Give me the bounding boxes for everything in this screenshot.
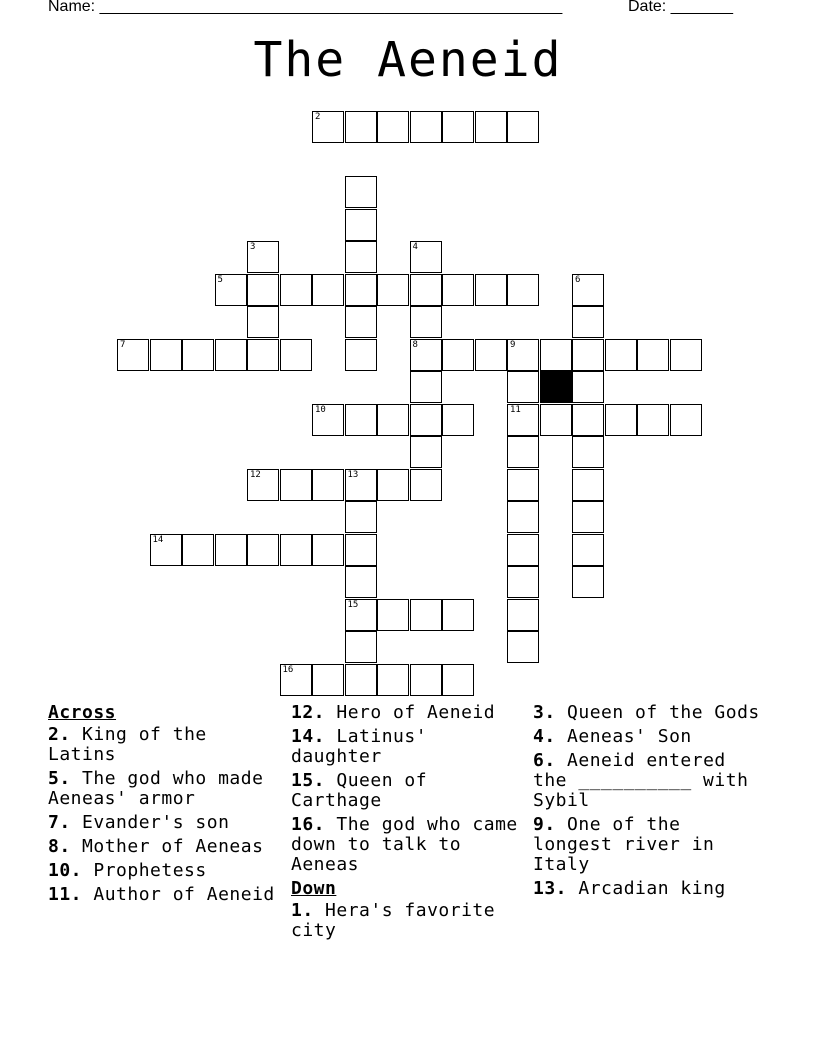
crossword-cell[interactable] [377,404,409,436]
clue-text: Author of Aeneid [93,884,275,905]
clue-column-2 [291,703,529,945]
blocked-cell [540,371,572,403]
crossword-cell[interactable] [247,339,279,371]
clue-number: 12. [291,702,326,723]
clue-number: 15. [291,770,326,791]
crossword-cell[interactable] [280,534,312,566]
cell-number: 9 [510,339,516,350]
crossword-cell[interactable] [345,664,377,696]
crossword-cell[interactable] [345,241,377,273]
clue-number: 6. [533,750,556,771]
across-clue [48,769,284,809]
clue-number: 7. [48,812,71,833]
across-heading: Across [48,702,117,723]
crossword-cell[interactable] [572,274,604,306]
clue-number: 2. [48,724,71,745]
crossword-cell[interactable] [410,111,442,143]
crossword-cell[interactable] [475,111,507,143]
crossword-cell[interactable] [312,534,344,566]
cell-number: 4 [412,242,418,252]
down-heading: Down [291,878,337,899]
clue-number: 10. [48,860,83,881]
across-clue [48,725,284,765]
across-clue [291,815,529,875]
clue-text: Hera's favorite city [291,900,496,941]
clue-text: Mother of Aeneas [82,836,264,857]
clue-number: 14. [291,726,326,747]
crossword-cell[interactable] [572,501,604,533]
crossword-cell[interactable] [247,241,279,273]
crossword-cell[interactable] [507,469,539,501]
crossword-cell[interactable] [442,664,474,696]
date-label: Date: _______ [628,0,733,15]
clue-number: 5. [48,768,71,789]
crossword-cell[interactable] [280,664,312,696]
clue-text: The god who made Aeneas' armor [48,768,264,809]
crossword-cell[interactable] [247,274,279,306]
cell-number: 11 [510,404,521,415]
crossword-cell[interactable] [215,274,247,306]
crossword-cell[interactable] [572,371,604,403]
clue-text: Aeneid entered the __________ with Sybil [533,750,749,811]
clue-text: Arcadian king [578,878,726,899]
crossword-cell[interactable] [410,339,442,371]
crossword-cell[interactable] [312,469,344,501]
cell-number: 8 [412,339,418,350]
crossword-cell[interactable] [442,404,474,436]
crossword-cell[interactable] [345,306,377,338]
crossword-cell[interactable] [670,339,702,371]
crossword-cell[interactable] [572,534,604,566]
crossword-cell[interactable] [475,339,507,371]
down-clue [291,901,529,941]
crossword-cell[interactable] [507,501,539,533]
crossword-cell[interactable] [475,274,507,306]
crossword-cell[interactable] [540,404,572,436]
clue-number: 9. [533,814,556,835]
crossword-cell[interactable] [377,274,409,306]
crossword-cell[interactable] [572,436,604,468]
cell-number: 14 [152,534,164,545]
clue-text: Aeneas' Son [567,726,692,747]
cell-number: 16 [282,664,294,675]
cell-number: 13 [347,469,359,480]
clue-text: Hero of Aeneid [336,702,496,723]
crossword-cell[interactable] [605,404,637,436]
crossword-cell[interactable] [670,404,702,436]
crossword-cell[interactable] [377,664,409,696]
crossword-cell[interactable] [410,306,442,338]
crossword-cell[interactable] [410,436,442,468]
clue-text: Evander's son [82,812,230,833]
clue-column-3 [533,703,763,903]
cell-number: 5 [217,274,223,285]
crossword-cell[interactable] [507,274,539,306]
crossword-cell[interactable] [637,404,669,436]
crossword-cell[interactable] [150,339,182,371]
crossword-cell[interactable] [410,599,442,631]
clue-text: One of the longest river in Italy [533,814,715,875]
clue-text: Latinus' daughter [291,726,428,767]
crossword-cell[interactable] [442,599,474,631]
crossword-cell[interactable] [345,501,377,533]
crossword-cell[interactable] [312,404,344,436]
crossword-cell[interactable] [377,599,409,631]
crossword-cell[interactable] [572,404,604,436]
crossword-cell[interactable] [507,111,539,143]
crossword-cell[interactable] [182,339,214,371]
crossword-cell[interactable] [345,209,377,241]
crossword-cell[interactable] [345,111,377,143]
name-label: Name: ____________________________________________________ [48,0,563,15]
clue-number: 8. [48,836,71,857]
down-clue [533,815,763,875]
clue-text: Queen of Carthage [291,770,428,811]
crossword-cell[interactable] [345,534,377,566]
crossword-cell[interactable] [410,404,442,436]
crossword-cell[interactable] [572,469,604,501]
crossword-cell[interactable] [377,469,409,501]
cell-number: 3 [250,242,256,252]
across-clue [48,813,284,833]
crossword-cell[interactable] [507,371,539,403]
crossword-cell[interactable] [410,469,442,501]
clue-number: 13. [533,878,568,899]
crossword-cell[interactable] [345,631,377,663]
crossword-cell[interactable] [247,469,279,501]
crossword-cell[interactable] [507,534,539,566]
crossword-cell[interactable] [345,274,377,306]
crossword-cell[interactable] [215,339,247,371]
crossword-cell[interactable] [410,241,442,273]
crossword-cell[interactable] [280,274,312,306]
clue-number: 3. [533,702,556,723]
clue-number: 11. [48,884,83,905]
page-title: The Aeneid [253,32,563,88]
down-clue [533,751,763,811]
crossword-cell[interactable] [507,599,539,631]
crossword-cell[interactable] [312,111,344,143]
crossword-cell[interactable] [442,111,474,143]
crossword-cell[interactable] [345,404,377,436]
crossword-cell[interactable] [507,404,539,436]
crossword-cell[interactable] [247,534,279,566]
crossword-cell[interactable] [117,339,149,371]
crossword-cell[interactable] [605,339,637,371]
crossword-cell[interactable] [507,566,539,598]
crossword-cell[interactable] [345,176,377,208]
crossword-cell[interactable] [280,469,312,501]
down-clue [533,879,763,899]
crossword-cell[interactable] [572,566,604,598]
crossword-cell[interactable] [637,339,669,371]
crossword-cell[interactable] [410,664,442,696]
down-clue [533,727,763,747]
clue-number: 16. [291,814,326,835]
crossword-cell[interactable] [410,371,442,403]
cell-number: 15 [347,599,359,610]
across-clue [48,885,284,905]
crossword-cell[interactable] [572,339,604,371]
clue-text: The god who came down to talk to Aeneas [291,814,518,875]
crossword-cell[interactable] [150,534,182,566]
crossword-cell[interactable] [345,566,377,598]
clue-text: Queen of the Gods [567,702,760,723]
crossword-cell[interactable] [280,339,312,371]
clue-number: 4. [533,726,556,747]
across-clue [291,703,529,723]
crossword-cell[interactable] [377,111,409,143]
crossword-cell[interactable] [507,339,539,371]
crossword-cell[interactable] [507,436,539,468]
crossword-cell[interactable] [312,664,344,696]
down-clue [533,703,763,723]
crossword-cell[interactable] [540,339,572,371]
crossword-cell[interactable] [442,274,474,306]
clue-text: Prophetess [93,860,207,881]
cell-number: 2 [315,112,321,122]
crossword-cell[interactable] [247,306,279,338]
clue-text: King of the Latins [48,724,207,765]
across-clue [291,727,529,767]
clue-number: 1. [291,900,314,921]
crossword-cell[interactable] [572,306,604,338]
clue-column-1 [48,703,284,909]
crossword-cell[interactable] [507,631,539,663]
across-clue [291,771,529,811]
crossword-cell[interactable] [345,599,377,631]
crossword-cell[interactable] [345,469,377,501]
cell-number: 10 [315,404,326,415]
across-clue [48,837,284,857]
cell-number: 6 [575,274,581,285]
cell-number: 12 [250,469,261,480]
crossword-cell[interactable] [442,339,474,371]
across-clue [48,861,284,881]
crossword-cell[interactable] [345,339,377,371]
cell-number: 7 [120,339,126,350]
crossword-cell[interactable] [312,274,344,306]
crossword-cell[interactable] [410,274,442,306]
crossword-cell[interactable] [182,534,214,566]
crossword-cell[interactable] [215,534,247,566]
